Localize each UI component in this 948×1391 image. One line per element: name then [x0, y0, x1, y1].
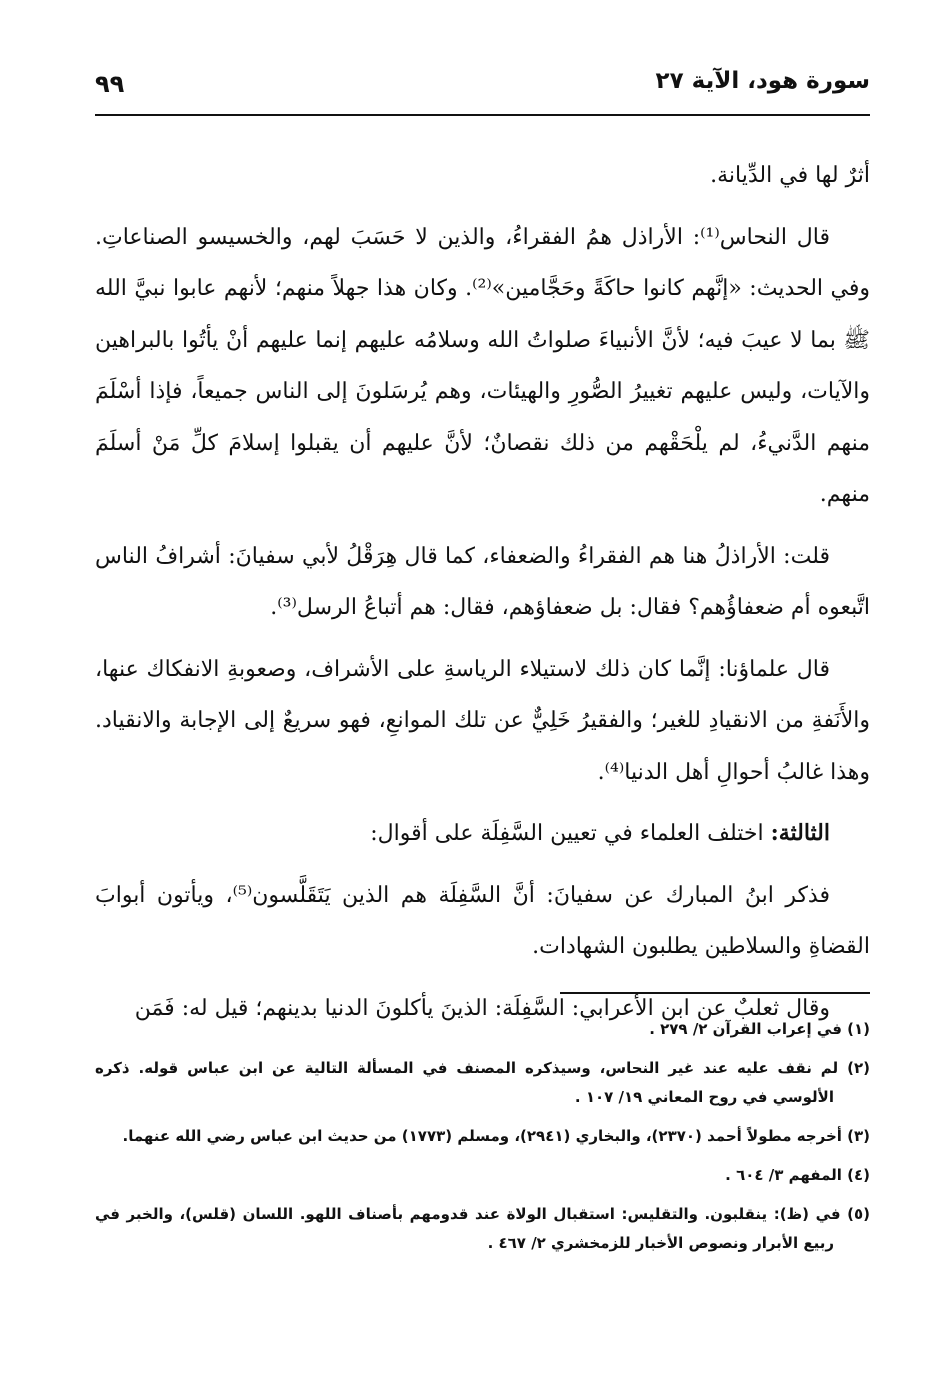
paragraph [95, 808, 870, 860]
footnote: (٢) لم نقف عليه عند غير النحاس، وسيذكره المصنف في المسألة التالية عن ابن عباس قوله. ذكره الألوسي في روح المعاني ١٩/ ١٠٧ . [95, 1059, 870, 1106]
footnote: (١) في إعراب القرآن ٢/ ٢٧٩ . [649, 1020, 870, 1038]
paragraph: قال النحاس⁽¹⁾: الأراذل همُ الفقراءُ، والذين لا حَسَبَ لهم، والخسيسو الصناعاتِ. وفي الحديث: «إنَّهم كانوا حاكَةً وحَجَّامين»⁽²⁾. وكان هذا جهلاً منهم؛ لأنهم عابوا نبيَّ الله ﷺ بما لا عيبَ فيه؛ لأنَّ الأنبياءَ صلواتُ الله وسلامُه عليهم إنما عليهم أنْ يأتُوا بالبراهين والآيات، وليس عليهم تغييرُ الصُّورِ والهيئات، وهم يُرسَلونَ إلى الناس جميعاً، فإذا أسْلَمَ منهم الدَّنيءُ، لم يلْحَقْهم من ذلك نقصانٌ؛ لأنَّ عليهم أن يقبلوا إسلامَ كلِّ مَنْ أسلَمَ منهم. [95, 224, 870, 507]
footnote: (٥) في (ظ): ينقلبون. والتقليس: استقبال الولاة عند قدومهم بأصناف اللهو. اللسان (قلس)، والخبر في ربيع الأبرار ونصوص الأخبار للزمخشري ٢/ ٤٦٧ . [95, 1205, 870, 1252]
paragraph: وقال ثعلبٌ عن ابن الأعرابي: السَّفِلَة: الذينَ يأكلونَ الدنيا بدينهم؛ قيل له: فَمَن [134, 995, 830, 1021]
paragraph: قال علماؤنا: إنَّما كان ذلك لاستيلاء الرياسةِ على الأشراف، وصعوبةِ الانفكاك عنها، والأَنَفةِ من الانقيادِ للغير؛ والفقيرُ خَلِيٌّ عن تلك الموانعِ، فهو سريعٌ إلى الإجابة والانقياد. وهذا غالبُ أحوالِ أهل الدنيا⁽⁴⁾. [95, 656, 870, 785]
paragraph: قلت: الأراذلُ هنا هم الفقراءُ والضعفاء، كما قال هِرَقْلُ لأبي سفيانَ: أشرافُ الناس اتَّبعوه أم ضعفاؤُهم؟ فقال: بل ضعفاؤهم، فقال: هم أتباعُ الرسل⁽³⁾. [95, 543, 870, 620]
footnote-rule [560, 992, 870, 994]
paragraph-text: اختلف العلماء في تعيين السَّفِلَة على أقوال: [370, 821, 764, 846]
header-rule [95, 114, 870, 116]
page-number: ٩٩ [95, 70, 125, 98]
page-header [95, 62, 870, 106]
paragraph: أثرٌ لها في الدِّيانة. [710, 163, 870, 188]
main-text [95, 150, 870, 1044]
section-label: الثالثة: [770, 820, 830, 846]
running-title: سورة هود، الآية ٢٧ [655, 68, 870, 94]
footnote: (٣) أخرجه مطولاً أحمد (٢٣٧٠)، والبخاري (٢٩٤١)، ومسلم (١٧٧٣) من حديث ابن عباس رضي الله عنهما. [122, 1127, 870, 1145]
footnotes [95, 1015, 870, 1268]
paragraph: فذكر ابنُ المبارك عن سفيانَ: أنَّ السَّفِلَة هم الذين يَتَقَلَّسون⁽⁵⁾، ويأتون أبوابَ القضاةِ والسلاطين يطلبون الشهادات. [95, 882, 870, 959]
footnote: (٤) المفهم ٣/ ٦٠٤ . [725, 1166, 870, 1184]
